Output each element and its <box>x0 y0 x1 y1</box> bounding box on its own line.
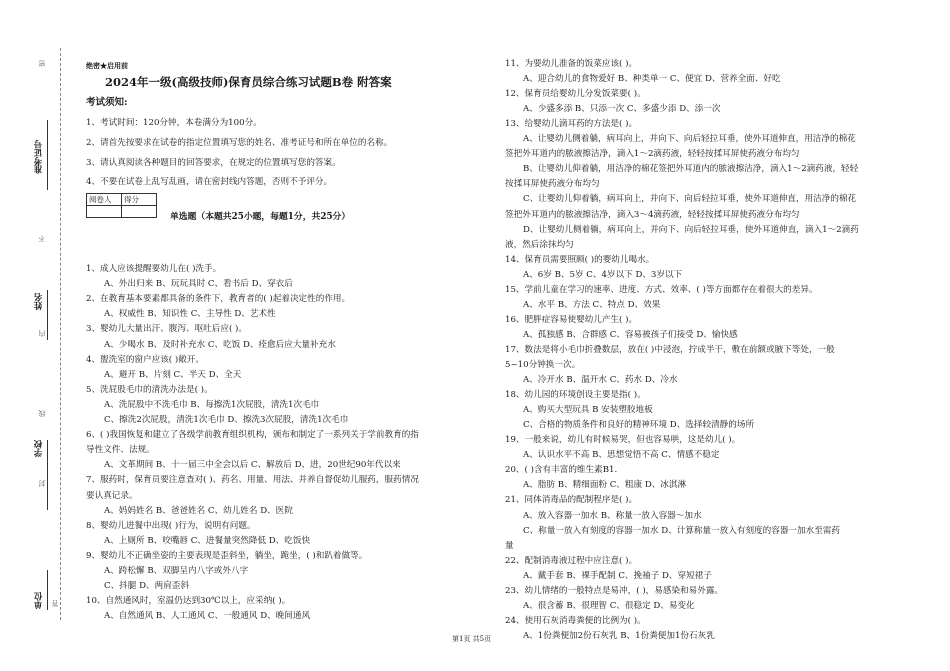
notice-item: 2、请首先按要求在试卷的指定位置填写您的姓名、准考证号和所在单位的名称。 <box>86 138 393 148</box>
score-blank[interactable] <box>122 206 157 218</box>
question-line: 签把外耳道内的脓液擦洁净，滴入1～2滴药液，轻轻按揉耳屏使药液分布均匀 <box>505 149 800 160</box>
question-line: 签把外耳道内的脓液擦洁净，滴入3～4滴药液，轻轻按揉耳屏使药液分布均匀 <box>505 209 800 220</box>
question-line: 10、自然通风时，室温仍达到30℃以上，应采纳( )。 <box>86 596 291 607</box>
question-line: 24、使用石灰消毒粪便的比例为( )。 <box>505 615 646 626</box>
question-line: 5~10分钟换一次。 <box>505 360 581 370</box>
answer-option-line: C、合格的物质条件和良好的精神环境 D、选择较清静的场所 <box>523 420 755 431</box>
question-line: 导性文件、法规。 <box>86 445 155 456</box>
answer-option-line: C、擦洗2次屁股，清洗1次毛巾 D、擦洗3次屁股，清洗1次毛巾 <box>104 415 349 425</box>
answer-option-line: A、避开 B、片刻 C、半天 D、全天 <box>104 369 242 380</box>
answer-option-line: A、自然通风 B、人工通风 C、一般通风 D、晚间通风 <box>104 611 311 622</box>
secret-mark: 绝密★启用前 <box>86 61 128 70</box>
answer-option-line: A、6岁 B、5岁 C、4岁以下 D、3岁以下 <box>523 269 683 280</box>
answer-option-line: A、洗屁股中不洗毛巾 B、每擦洗1次屁股，清洗1次毛巾 <box>104 399 320 410</box>
score-table <box>86 193 157 218</box>
answer-option-line: C、称量一放入有刻度的容器一加水 D、计算称量一放入有刻度的容器一加水至需药 <box>523 525 840 536</box>
reviewer-cell: 阅卷人 <box>87 194 122 206</box>
school-label: 学校 <box>33 440 43 457</box>
answer-option-line: A、迎合幼儿的食物爱好 B、种类单一 C、便宜 D、营养全面、好吃 <box>523 74 781 85</box>
seal-char: 封 <box>38 480 46 487</box>
score-cell: 得分 <box>122 194 157 206</box>
answer-option-line: A、脂肪 B、精细面粉 C、粗康 D、冰淇淋 <box>523 480 687 491</box>
notice-item: 4、不要在试卷上乱写乱画，请在密封线内答题，否则不予评分。 <box>86 177 333 187</box>
question-line: 17、数法是将小毛巾折叠数层，放在( )中浸泡，拧成半干，敷在前额或腋下等处，一般 <box>505 344 835 355</box>
answer-option-line: A、戴手套 B、裸手配制 C、挽袖子 D、穿短裙子 <box>523 570 712 581</box>
question-line: 14、保育员需要照顾( )的婴幼儿喝水。 <box>505 254 655 265</box>
answer-option-line: A、让婴幼儿侧着躺，病耳向上，并向下、向后轻拉耳垂，使外耳道伸直，用洁净的棉花 <box>523 134 856 145</box>
question-line: 20、( )含有丰富的维生素B1. <box>505 465 618 476</box>
answer-option-line: A、跨松懈 B、双脚呈内八字或外八字 <box>104 566 249 576</box>
question-line: 7、服药时，保育员要注意查对( )、药名、用量、用法、并养自督促幼儿服药，服药情况 <box>86 475 419 486</box>
question-line: 12、保育员给婴幼儿分发饭菜要( )。 <box>505 89 646 100</box>
question-line: 量 <box>505 540 514 551</box>
question-line: 11、为要幼儿准备的饭菜应该( )。 <box>505 59 638 69</box>
notice-item: 3、请认真阅读各种题目的回答要求，在规定的位置填写您的答案。 <box>86 158 341 168</box>
question-line: 8、婴幼儿进餐中出现( )行为，说明有问题。 <box>86 520 256 531</box>
question-line: 3、婴幼儿大量出汗、腹泻、呕吐后应( )。 <box>86 324 247 335</box>
answer-option-line: A、冷开水 B、温开水 C、药水 D、冷水 <box>523 375 678 386</box>
seal-char: 答 <box>51 600 59 607</box>
question-line: 23、幼儿情绪的一般特点是易冲，( )，易感染和易外露。 <box>505 585 724 596</box>
answer-option-line: A、少盛多添 B、只添一次 C、多盛少添 D、添一次 <box>523 104 721 115</box>
question-line: 2、在教育基本要素都具备的条件下，教育者的( )起着决定性的作用。 <box>86 294 351 305</box>
reviewer-blank[interactable] <box>87 206 122 218</box>
page-number: 第1页 共5页 <box>452 635 492 643</box>
question-line: 4、盥洗室的窗户应该( )敞开。 <box>86 354 205 365</box>
exam-no-underline <box>47 120 48 190</box>
seal-char: 密 <box>38 60 46 67</box>
answer-option-line: A、认识水平不高 B、思想觉悟不高 C、情感不稳定 <box>523 450 720 461</box>
question-line: 18、幼儿园的环境创设主要是指( )。 <box>505 390 646 401</box>
answer-option-line: A、外出归来 B、玩玩具时 C、看书后 D、穿衣后 <box>104 279 293 290</box>
question-line: 5、洗屁股毛巾的清洗办法是( )。 <box>86 384 213 395</box>
question-line: 要认真记录。 <box>86 490 138 501</box>
question-line: 液，然后涂抹均匀 <box>505 239 574 250</box>
answer-option-line: A、购买大型玩具 B 安装塑胶地板 <box>523 405 653 416</box>
seal-char: 线 <box>38 410 46 417</box>
school-underline <box>47 440 48 510</box>
answer-option-line: A、1份粪便加2份石灰乳 B、1份粪便加1份石灰乳 <box>523 630 715 641</box>
section-heading: 单选题（本题共25小题，每题1分，共25分） <box>170 212 351 222</box>
exam-no-label: 准考证号 <box>33 140 43 174</box>
question-line: 22、配制消毒液过程中应注意( )。 <box>505 555 638 566</box>
answer-option-line: A、放入容器一加水 B、称量一放入容器～加水 <box>523 510 702 521</box>
answer-option-line: A、孤独感 B、合群感 C、容易被孩子们接受 D、愉快感 <box>523 329 738 340</box>
answer-option-line: C、抖腿 D、两肩歪斜 <box>104 581 189 592</box>
answer-option-line: A、妈妈姓名 B、爸爸姓名 C、幼儿姓名 D、医院 <box>104 505 293 516</box>
page-title: 2024年一级(高级技师)保育员综合练习试题B卷 附答案 <box>105 75 392 89</box>
question-line: 1、成人应该提醒要幼儿在( )洗手。 <box>86 264 222 274</box>
unit-underline <box>47 570 48 610</box>
seal-char: 内 <box>38 330 46 337</box>
notice-item: 1、考试时间：120分钟，本卷满分为100分。 <box>86 118 262 128</box>
question-line: 15、学前儿童在学习的速率、进度、方式、效率、( )等方面都存在着很大的差异。 <box>505 284 818 295</box>
answer-option-line: A、少喝水 B、及时补充水 C、吃饭 D、痊愈后应大量补充水 <box>104 339 336 350</box>
question-line: 16、肥胖症容易使婴幼儿产生( )。 <box>505 314 638 325</box>
answer-option-line: A、上厕所 B、咬嘴唇 C、进餐量突然降低 D、吃饭快 <box>104 535 311 546</box>
answer-option-line: A、文革期间 B、十一届三中全会以后 C、解放后 D、进，20世纪90年代以来 <box>104 460 401 471</box>
question-line: 21、同体消毒品的配制程序是( )。 <box>505 495 638 506</box>
seal-dashed-line <box>60 48 61 620</box>
answer-option-line: D、让婴幼儿侧着躺，病耳向上，并向下、向后轻拉耳垂，使外耳道伸直，滴入1～2滴药 <box>523 224 859 235</box>
question-line: 9、婴幼儿不正确坐姿的主要表现是歪斜坐，躺坐，跪坐，( )和趴着做等。 <box>86 550 368 561</box>
answer-option-line: A、权威性 B、知识性 C、主导性 D、艺术性 <box>104 309 276 320</box>
answer-option-line: A、水平 B、方法 C、特点 D、效果 <box>523 299 661 310</box>
name-label: 姓名 <box>33 293 43 310</box>
unit-label: 单位 <box>33 592 43 609</box>
seal-char: 不 <box>38 235 46 242</box>
question-line: 19、一般来说，幼儿有时候易哭，但也容易哄，这是幼儿( )。 <box>505 435 741 446</box>
question-line: 13、给婴幼儿滴耳药的方法是( )。 <box>505 119 638 130</box>
answer-option-line: A、很含蓄 B、很理智 C、很稳定 D、易变化 <box>523 600 695 611</box>
question-line: 按揉耳屏使药液分布均匀 <box>505 179 600 190</box>
notice-heading: 考试须知: <box>86 97 128 108</box>
question-line: 6、( )我国恢复和建立了各级学前教育组织机构，颁布和制定了一系列关于学前教育的指 <box>86 430 419 441</box>
answer-option-line: B、让婴幼儿仰着躺，用洁净的棉花签把外耳道内的脓液擦洁净，滴入1～2滴药液，轻轻 <box>523 164 859 175</box>
name-underline <box>47 290 48 340</box>
answer-option-line: C、让婴幼儿仰着躺，病耳向上，并向下、向后轻拉耳垂，使外耳道伸直，用洁净的棉花 <box>523 194 857 205</box>
